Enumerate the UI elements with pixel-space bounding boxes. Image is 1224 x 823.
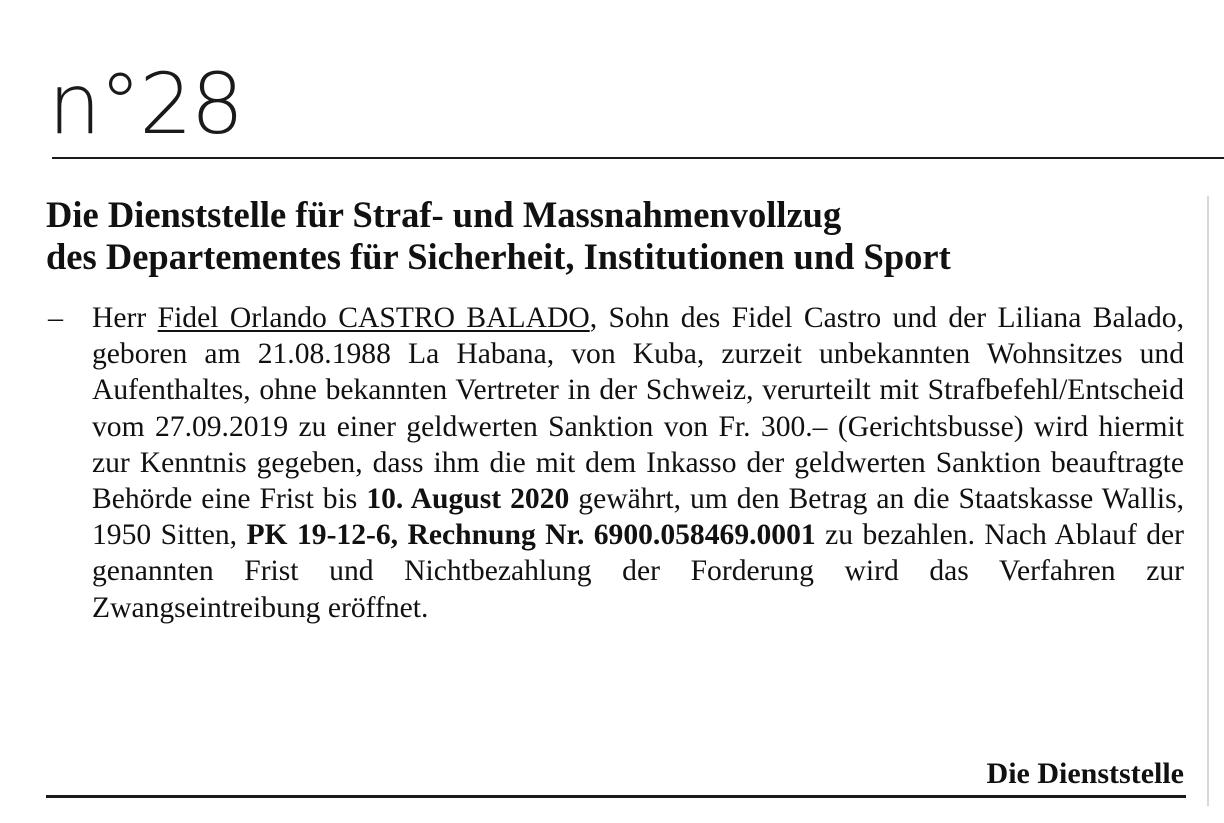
body-text-details: , Sohn des Fidel Castro und der Liliana Balado, geboren am 21.08.1988 La Habana, von Kuba, zurzeit unbekannten Wohnsitzes und Aufenthaltes, ohne bekannten Vertreter in der Schweiz, verurteilt mit Strafbefehl/Entscheid vom 27.09.2019 zu einer geldwerten Sanktion von Fr. 300.– (Gerichtsbusse) wird hiermit zur Kenntnis gegeben, dass ihm die mit dem Inkasso der geldwerten Sanktion beauftragte Behörde eine Frist bis [92,302,1184,516]
body-text-intro: Herr [92,302,158,334]
issue-number: n°28 [48,55,243,153]
bottom-divider [46,795,1186,798]
notice-heading [46,194,1196,278]
heading-line-1: Die Dienststelle für Straf- und Massnahmenvollzug [46,194,842,235]
payment-deadline: 10. August 2020 [366,483,570,516]
column-divider [1207,196,1209,806]
list-dash: – [48,301,63,334]
body-text-closing: zu bezahlen. Nach Ablauf der genannten Frist und Nichtbezahlung der Forderung wird das Verfahren zur Zwangseintreibung eröffnet. [92,519,1184,624]
body-text-payment: gewährt, um den Betrag an die Staatskasse Wallis, 1950 Sitten, [92,483,1184,552]
heading-line-2: des Departementes für Sicherheit, Institutionen und Sport [46,236,951,277]
notice-body [92,300,1184,626]
top-divider [52,157,1224,159]
account-reference: PK 19-12-6, Rechnung Nr. 6900.058469.0001 [246,519,816,552]
person-name: Fidel Orlando CASTRO BALADO [157,302,590,334]
signature: Die Dienststelle [986,757,1184,790]
